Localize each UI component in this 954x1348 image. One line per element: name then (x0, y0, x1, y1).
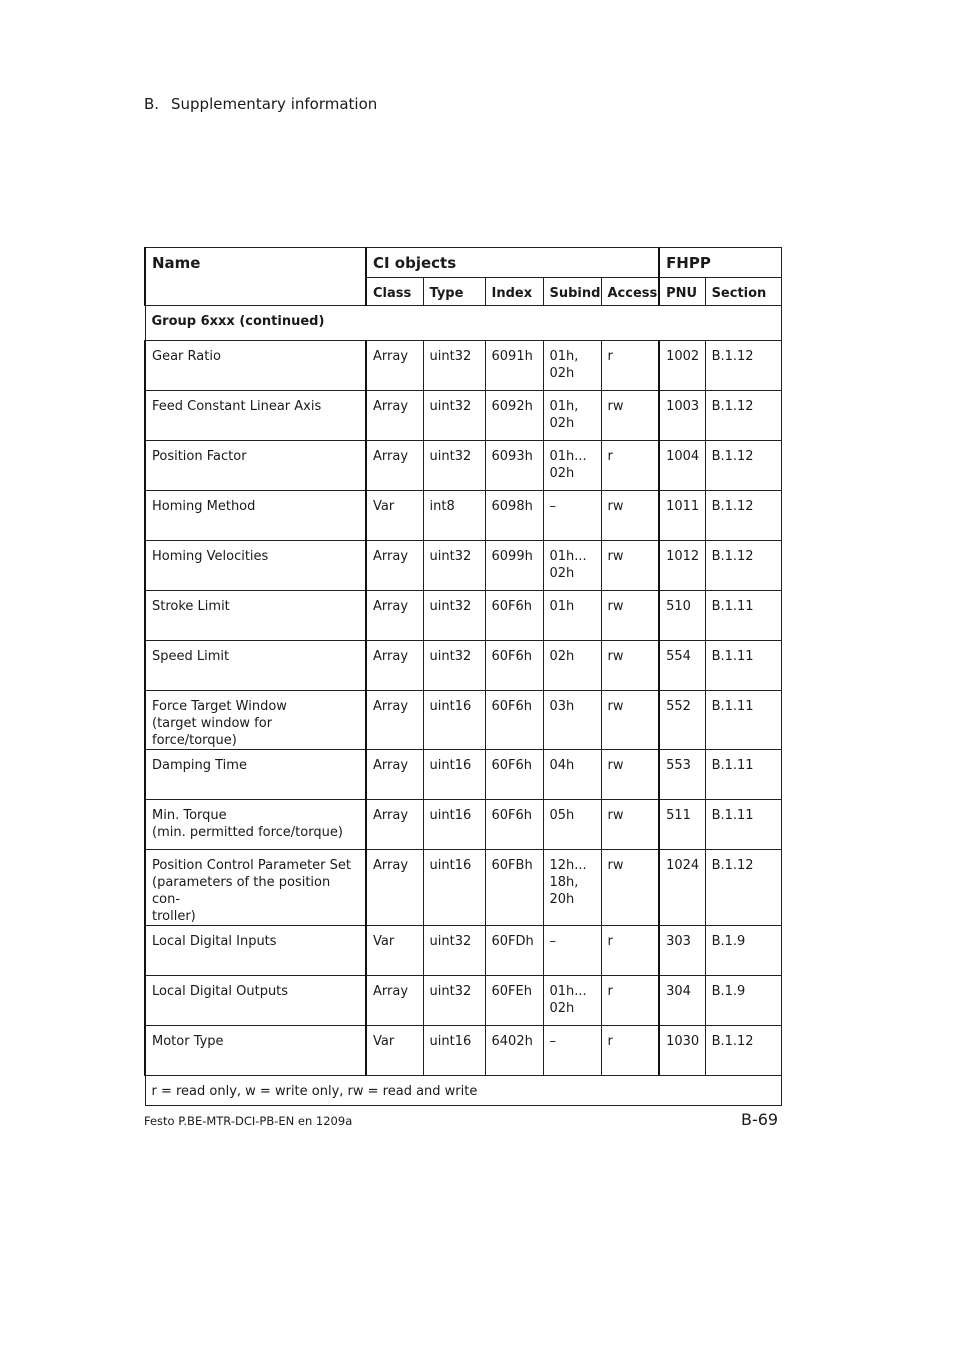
table-row (145, 1026, 781, 1076)
cell-type: uint32 (423, 341, 485, 391)
cell-index: 6091h (485, 341, 543, 391)
cell-index: 60F6h (485, 750, 543, 800)
col-header-type: Type (423, 278, 485, 306)
cell-name: Homing Method (145, 491, 366, 541)
cell-pnu: 1030 (659, 1026, 705, 1076)
section-number: B. (144, 95, 160, 113)
cell-type: uint32 (423, 541, 485, 591)
cell-name: Min. Torque (min. permitted force/torque) (145, 800, 366, 850)
cell-name: Damping Time (145, 750, 366, 800)
table-row (145, 441, 781, 491)
cell-section: B.1.12 (705, 341, 781, 391)
cell-name: Speed Limit (145, 641, 366, 691)
cell-name: Motor Type (145, 1026, 366, 1076)
cell-pnu: 553 (659, 750, 705, 800)
cell-pnu: 552 (659, 691, 705, 750)
cell-type: uint16 (423, 750, 485, 800)
cell-subind: 01h... 02h (543, 976, 601, 1026)
document-id: Festo P.BE-MTR-DCI-PB-EN en 1209a (144, 1114, 353, 1128)
table-row (145, 491, 781, 541)
group-row (145, 306, 781, 341)
cell-access: rw (601, 750, 659, 800)
cell-name: Feed Constant Linear Axis (145, 391, 366, 441)
cell-class: Var (366, 926, 423, 976)
cell-type: uint16 (423, 1026, 485, 1076)
cell-section: B.1.9 (705, 976, 781, 1026)
cell-pnu: 1011 (659, 491, 705, 541)
cell-type: uint16 (423, 850, 485, 926)
cell-class: Array (366, 800, 423, 850)
cell-subind: – (543, 926, 601, 976)
cell-type: uint32 (423, 441, 485, 491)
cell-section: B.1.12 (705, 491, 781, 541)
cell-subind: 01h... 02h (543, 441, 601, 491)
cell-subind: 01h... 02h (543, 541, 601, 591)
table-row (145, 641, 781, 691)
cell-name: Position Factor (145, 441, 366, 491)
cell-subind: 12h... 18h, 20h (543, 850, 601, 926)
cell-name: Position Control Parameter Set (parameters of the position con- troller) (145, 850, 366, 926)
cell-index: 60F6h (485, 800, 543, 850)
cell-class: Array (366, 850, 423, 926)
cell-class: Array (366, 641, 423, 691)
cell-class: Var (366, 1026, 423, 1076)
cell-index: 6402h (485, 1026, 543, 1076)
cell-name: Local Digital Inputs (145, 926, 366, 976)
col-header-ci-objects: CI objects (366, 248, 659, 278)
cell-class: Array (366, 341, 423, 391)
cell-pnu: 1002 (659, 341, 705, 391)
cell-class: Array (366, 591, 423, 641)
cell-access: rw (601, 491, 659, 541)
cell-index: 6092h (485, 391, 543, 441)
cell-type: uint32 (423, 641, 485, 691)
cell-subind: 03h (543, 691, 601, 750)
footnote-row (145, 1076, 781, 1106)
cell-pnu: 304 (659, 976, 705, 1026)
cell-section: B.1.12 (705, 441, 781, 491)
col-header-section: Section (705, 278, 781, 306)
cell-pnu: 303 (659, 926, 705, 976)
cell-pnu: 554 (659, 641, 705, 691)
cell-class: Array (366, 441, 423, 491)
group-label: Group 6xxx (continued) (145, 306, 781, 341)
cell-section: B.1.12 (705, 1026, 781, 1076)
cell-name: Gear Ratio (145, 341, 366, 391)
table-row (145, 591, 781, 641)
cell-pnu: 1004 (659, 441, 705, 491)
cell-access: r (601, 441, 659, 491)
cell-access: rw (601, 691, 659, 750)
cell-subind: 01h (543, 591, 601, 641)
col-header-fhpp: FHPP (659, 248, 781, 278)
cell-access: r (601, 341, 659, 391)
section-header (144, 95, 377, 113)
cell-class: Array (366, 541, 423, 591)
cell-class: Array (366, 976, 423, 1026)
table-row (145, 541, 781, 591)
table-row (145, 976, 781, 1026)
cell-subind: 05h (543, 800, 601, 850)
cell-index: 60F6h (485, 641, 543, 691)
cell-index: 6093h (485, 441, 543, 491)
col-header-class: Class (366, 278, 423, 306)
cell-section: B.1.11 (705, 641, 781, 691)
cell-subind: 02h (543, 641, 601, 691)
table-row (145, 800, 781, 850)
col-header-pnu: PNU (659, 278, 705, 306)
cell-type: uint16 (423, 691, 485, 750)
cell-access: r (601, 1026, 659, 1076)
cell-index: 60F6h (485, 591, 543, 641)
cell-type: uint16 (423, 800, 485, 850)
cell-subind: 01h, 02h (543, 391, 601, 441)
cell-pnu: 510 (659, 591, 705, 641)
table-row (145, 341, 781, 391)
ci-objects-table (144, 247, 782, 1106)
cell-class: Array (366, 391, 423, 441)
cell-type: uint32 (423, 976, 485, 1026)
cell-access: r (601, 926, 659, 976)
cell-section: B.1.12 (705, 391, 781, 441)
table-row (145, 391, 781, 441)
cell-index: 6098h (485, 491, 543, 541)
cell-subind: 04h (543, 750, 601, 800)
cell-section: B.1.11 (705, 591, 781, 641)
cell-class: Var (366, 491, 423, 541)
col-header-subind: Subind (543, 278, 601, 306)
cell-name: Force Target Window (target window for force/torque) (145, 691, 366, 750)
cell-index: 60F6h (485, 691, 543, 750)
col-header-name: Name (145, 248, 366, 278)
cell-name: Local Digital Outputs (145, 976, 366, 1026)
cell-pnu: 1012 (659, 541, 705, 591)
table-row (145, 750, 781, 800)
cell-access: rw (601, 541, 659, 591)
cell-subind: 01h, 02h (543, 341, 601, 391)
cell-index: 6099h (485, 541, 543, 591)
cell-section: B.1.9 (705, 926, 781, 976)
cell-section: B.1.12 (705, 850, 781, 926)
col-header-access: Access (601, 278, 659, 306)
table-header-row-1 (145, 248, 781, 278)
cell-type: uint32 (423, 926, 485, 976)
cell-subind: – (543, 1026, 601, 1076)
cell-name: Stroke Limit (145, 591, 366, 641)
cell-access: rw (601, 391, 659, 441)
page-number: B-69 (741, 1110, 779, 1129)
cell-pnu: 511 (659, 800, 705, 850)
cell-type: int8 (423, 491, 485, 541)
table-row (145, 691, 781, 750)
cell-index: 60FBh (485, 850, 543, 926)
cell-type: uint32 (423, 591, 485, 641)
cell-index: 60FDh (485, 926, 543, 976)
cell-access: rw (601, 850, 659, 926)
cell-section: B.1.11 (705, 800, 781, 850)
table-row (145, 926, 781, 976)
col-header-name-empty (145, 278, 366, 306)
col-header-index: Index (485, 278, 543, 306)
cell-access: rw (601, 800, 659, 850)
cell-section: B.1.12 (705, 541, 781, 591)
cell-subind: – (543, 491, 601, 541)
cell-access: r (601, 976, 659, 1026)
cell-index: 60FEh (485, 976, 543, 1026)
cell-section: B.1.11 (705, 750, 781, 800)
cell-access: rw (601, 641, 659, 691)
cell-pnu: 1024 (659, 850, 705, 926)
table-row (145, 850, 781, 926)
table-header-row-2 (145, 278, 781, 306)
cell-type: uint32 (423, 391, 485, 441)
cell-access: rw (601, 591, 659, 641)
footnote: r = read only, w = write only, rw = read and write (145, 1076, 781, 1106)
cell-section: B.1.11 (705, 691, 781, 750)
cell-class: Array (366, 750, 423, 800)
cell-class: Array (366, 691, 423, 750)
section-title: Supplementary information (171, 95, 378, 113)
cell-pnu: 1003 (659, 391, 705, 441)
cell-name: Homing Velocities (145, 541, 366, 591)
